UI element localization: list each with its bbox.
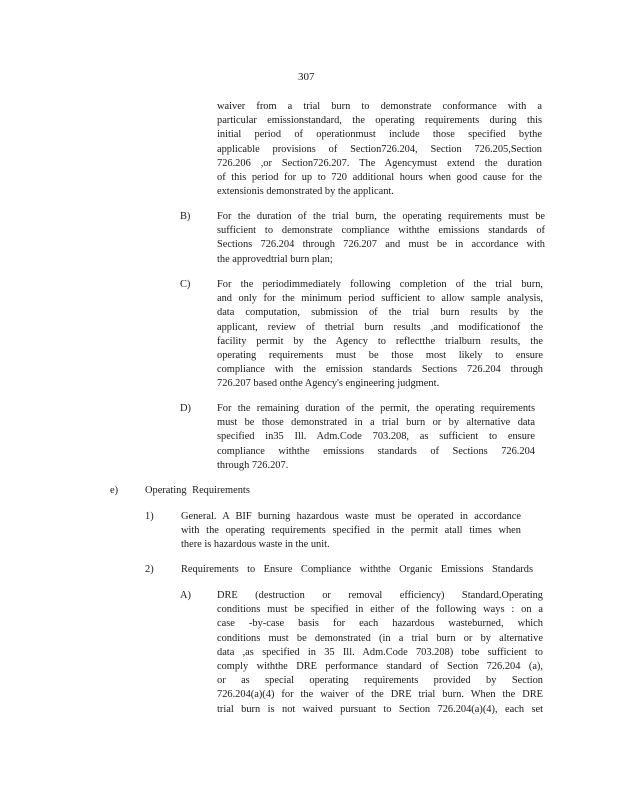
item-2-label: 2) bbox=[145, 564, 154, 575]
item-2a-line: data ,as specified in 35 Ill. Adm.Code 703.208) tobe sufficient to bbox=[217, 646, 543, 658]
item-2a-paragraph bbox=[217, 589, 543, 717]
intro-line: waiver from a trial burn to demonstrate conformance with a bbox=[217, 101, 542, 112]
item-2a-line: or as special operating requirements provided by Section bbox=[217, 675, 543, 687]
item-c-line: compliance with the emission standards Sections 726.204 through bbox=[217, 364, 543, 376]
item-c-line: applicant, review of thetrial burn results ,and modificationof the bbox=[217, 321, 543, 333]
item-c-label: C) bbox=[180, 279, 191, 290]
item-c-line: and only for the minimum period sufficient to allow sample analysis, bbox=[217, 293, 543, 305]
item-d-line: must be those demonstrated in a trial burn or by alternative data bbox=[217, 417, 535, 429]
item-2a-line: case -by-case basis for each hazardous wasteburned, which bbox=[217, 618, 543, 630]
item-d-label: D) bbox=[180, 403, 191, 414]
item-b-line: For the duration of the trial burn, the operating requirements must be bbox=[217, 211, 545, 222]
item-d-line: specified in35 Ill. Adm.Code 703.208, as sufficient to ensure bbox=[217, 431, 535, 443]
item-b-line: Sections 726.204 through 726.207 and must be in accordance with bbox=[217, 239, 545, 251]
item-c-line: 726.207 based onthe Agency's engineering judgment. bbox=[217, 378, 440, 390]
intro-line: of this period for up to 720 additional hours when good cause for the bbox=[217, 171, 542, 183]
item-1-paragraph bbox=[181, 510, 521, 553]
item-1-label: 1) bbox=[145, 511, 154, 522]
item-b-label: B) bbox=[180, 211, 191, 222]
intro-line: extensionis demonstrated by the applicant. bbox=[217, 186, 394, 198]
section-e-heading: Operating Requirements bbox=[145, 485, 250, 496]
item-d-line: For the remaining duration of the permit, the operating requirements bbox=[217, 403, 535, 414]
item-b-line: the approvedtrial burn plan; bbox=[217, 253, 333, 265]
item-c-line: data computation, submission of the trial burn results by the bbox=[217, 307, 543, 319]
item-d-line: through 726.207. bbox=[217, 459, 289, 471]
item-2a-line: 726.204(a)(4) for the waiver of the DRE trial burn. When the DRE bbox=[217, 689, 543, 701]
intro-line: initial period of operationmust include those specified bythe bbox=[217, 129, 542, 141]
item-b-paragraph bbox=[217, 210, 545, 267]
intro-line: 726.206 ,or Section726.207. The Agencymust extend the duration bbox=[217, 157, 542, 169]
section-e-label: e) bbox=[110, 485, 119, 496]
item-2-heading-block bbox=[181, 563, 533, 577]
item-2a-line: comply withthe DRE performance standard of Section 726.204 (a), bbox=[217, 660, 543, 672]
item-b-line: sufficient to demonstrate compliance withthe emissions standards of bbox=[217, 225, 545, 237]
intro-paragraph bbox=[217, 100, 542, 199]
item-2a-line: conditions must be specified in either of the following ways : on a bbox=[217, 604, 543, 616]
item-1-line: with the operating requirements specified in the permit atall times when bbox=[181, 525, 521, 537]
item-2a-line: trial burn is not waived pursuant to Section 726.204(a)(4), each set bbox=[217, 703, 543, 715]
item-2a-label: A) bbox=[180, 590, 191, 601]
intro-line: applicable provisions of Section726.204, Section 726.205,Section bbox=[217, 143, 542, 155]
item-d-paragraph bbox=[217, 402, 535, 473]
page-number: 307 bbox=[298, 71, 315, 83]
item-2a-line: DRE (destruction or removal efficiency) Standard.Operating bbox=[217, 590, 543, 601]
item-c-line: operating requirements must be those most likely to ensure bbox=[217, 349, 543, 361]
item-c-paragraph bbox=[217, 278, 543, 392]
item-1-line: General. A BIF burning hazardous waste must be operated in accordance bbox=[181, 511, 521, 522]
item-2-heading: Requirements to Ensure Compliance withthe Organic Emissions Standards bbox=[181, 564, 533, 575]
item-c-line: For the periodimmediately following completion of the trial burn, bbox=[217, 279, 543, 290]
item-d-line: compliance withthe emissions standards of Sections 726.204 bbox=[217, 445, 535, 457]
item-1-line: there is hazardous waste in the unit. bbox=[181, 539, 330, 551]
intro-line: particular emissionstandard, the operating requirements during this bbox=[217, 115, 542, 127]
item-2a-line: conditions must be demonstrated (in a trial burn or by alternative bbox=[217, 632, 543, 644]
item-c-line: facility permit by the Agency to reflectthe trialburn results, the bbox=[217, 335, 543, 347]
